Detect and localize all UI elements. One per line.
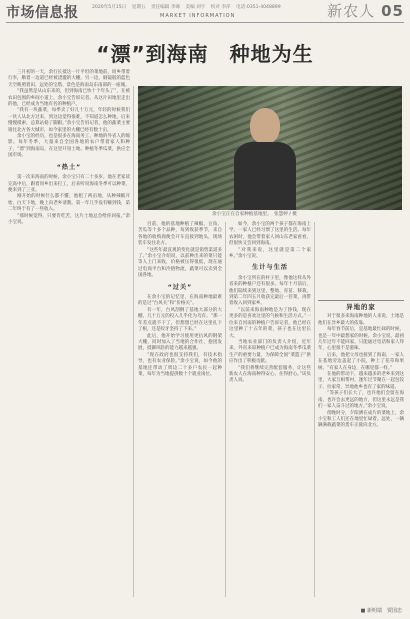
paragraph: 此后，他开始学习使用更抗风的钢架大棚，同时加入了当地的合作社，抱团发展，抵御风险的能力越来越强。	[138, 333, 222, 352]
editor: 责任编辑 李骞	[150, 5, 181, 10]
newspaper-logo: 市场信息报	[6, 5, 79, 21]
photo-person-head	[250, 108, 280, 144]
paragraph: 在他的带动下，越来越多的老乡来到这里，大家互相帮衬，逢年过节聚在一起包饺子、拉家常，异地他乡也有了家的味道。	[318, 372, 404, 390]
masthead-subtitle: MARKET INFORMATION	[160, 13, 236, 19]
issue-weekday: 星期五	[131, 5, 146, 10]
phone: 电话:0351-4048899	[236, 5, 281, 10]
paragraph: “以前来海南种地是为了挣钱，现在更多的是喜欢这里的气候和生活方式。”一位来自河南的种植户告诉记者，他已经在这里种了十五年的菜，孩子也在这里长大。	[229, 307, 311, 339]
paragraph: 对于很多来海南种地的人来说，土地是他们在异乡最大的依靠。	[318, 314, 404, 326]
column-4	[318, 304, 404, 430]
paragraph: “我有一块蔬菜，每季卖了好几十万元，年轻的时候我们一伙人从北方过来，到这边觉得很难，不知道怎么种地，后来慢慢摸索，总算站稳了脚跟。”余小宝告诉记者，他的蔬菜主要销往北方各大城市，如今家里的大棚已经有数十亩。	[8, 108, 130, 133]
column-divider	[133, 86, 134, 597]
issue-meta	[92, 4, 285, 10]
paragraph: “对我来说，这里就是第二个家乡。”余小宝说。	[229, 247, 311, 260]
subheading-1: “热土”	[56, 163, 82, 171]
issue-date: 2020年5月15日	[92, 5, 127, 10]
paragraph: “等孩子们长大了，也许他们会留在海南，也许会去更远的地方，但这里永远是我们一家人奋斗过的地方。”余小宝说。	[318, 391, 404, 410]
paragraph: 每年春节前后，是基地最忙碌的时候，也是一年中最想家的时候。余小宝说，最初几年过年不能回家，只能通过电话和家人拜年，心里很不是滋味。	[318, 327, 404, 352]
column-3	[229, 222, 311, 385]
column-divider	[314, 222, 315, 597]
photo-caption: 余小宝正在自家种植基地里。 张慧婷 / 摄	[212, 212, 297, 217]
paragraph: 余小宝的经历，也是很多在海南务工、种地的外省人的缩影。每年冬季，大量来自全国各地的农户带着家人和种子，“漂”到海南岛，在这里开垦土地、种植冬季瓜菜，供应全国市场。	[8, 134, 130, 159]
paragraph: 如今，余小宝的两个孩子都在海南上学，一家人已经习惯了这里的生活。每年农闲时，他会带着家人回山东老家看看，但很快又会回到海南。	[229, 222, 311, 247]
paragraph: “这些年最直观的变化就是销售渠道多了。”余小宝介绍说，以前种出来的菜只能等人上门来收，价格被压得很低，现在通过电商平台和冷链物流，蔬菜可以卖到全国各地。	[138, 247, 222, 279]
paragraph: “我们将继续完善配套服务，让这些新农人在海南种得安心、住得舒心。”该负责人说。	[229, 365, 311, 384]
designer: 美编 刘宇	[185, 5, 206, 10]
column-divider	[225, 222, 226, 597]
paragraph: 有一年，台风刮倒了基地大部分的大棚，几十万元的投入几乎化为乌有。“那一年差点就不干了，但想想已经在这里扎下了根，还是咬牙坚持了下来。”	[138, 307, 222, 333]
paragraph: 第一次来海南的时候，余小宝只有二十多岁。他在老家读完高中后，跟着同乡出来打工，后来听说海南冬季可以种菜，便来到了三亚。	[8, 175, 130, 193]
paragraph: 在余小宝的记忆里，在海南种地最难的是过“台风关”和“价格关”。	[138, 295, 222, 307]
paragraph: “那时候觉得，只要肯吃苦，这片土地总会给你回报。”余小宝说。	[8, 213, 130, 225]
sidebar-rule	[318, 300, 404, 302]
byline-footer: ■ 新明瑞 贾国忠	[360, 608, 402, 614]
paragraph: 三月初的一天，余行长抵达一片平坦的菜地前，同乡带着行李，顺着一边道已经被浇灌的大棚，另一边，铜镜般的蓝色天空映照着田，远处的宝塔、景色是海南岛东南部的一座城。	[8, 70, 130, 88]
headline: “漂”到海南 种地为生	[96, 42, 314, 66]
subheading-3: 生计与生活	[252, 264, 288, 272]
paragraph: 刚开始的时候什么都不懂，他租了两亩地，从种辣椒开始，白天下地，晚上向老乡请教。第一年几乎没有赚到钱，第二年终于有了一些收入。	[8, 194, 130, 213]
paragraph: “我虽然是从山东来的，但到海南已快十个年头了”，在被农田包围的乡间小道上，余小宝告诉记者。从这片田地里走出的他，已经成为当地有名的种植户。	[8, 89, 130, 108]
paragraph: 目前，他的基地种植了辣椒、豆角、苦瓜等十多个品种，每到收获季节，来自各地的收购商便会开车直接到地头，现场装车发往北方。	[138, 222, 222, 247]
masthead-rule	[6, 22, 404, 23]
page-number: 05	[381, 2, 404, 20]
column-1	[8, 70, 130, 226]
paragraph: 傍晚时分，夕阳洒在成片的菜地上，余小宝和工人们还在地里忙碌着。远处，一辆辆满载蔬菜的货车正驶向北方。	[318, 410, 404, 429]
column-2	[138, 222, 222, 378]
paragraph: 余小宝所在的村子里，像他这样从外省来的种植户还有很多。每年十月前后，他们陆续来到这里，整地、育苗、移栽，到第二年四五月收获完最后一茬菜，再带着收入回到家乡。	[229, 275, 311, 307]
paragraph: “现在政府也很支持我们，有技术指导，也有农业保险。”余小宝说，如今他的基地还带动了周边二十多户农民一起种菜，每年为当地提供数十个就业岗位。	[138, 352, 222, 377]
photo-person-body	[234, 142, 296, 210]
section-name	[327, 0, 404, 21]
article-photo	[138, 86, 402, 210]
paragraph: 当地农业部门的负责人介绍，近年来，外省来琼种植户已成为海南冬季瓜菜生产的重要力量，为保障全国“菜篮子”供应作出了积极贡献。	[229, 339, 311, 365]
paragraph: 后来，他把父母也接到了海南，一家人在基地旁边盖起了小院，种上了花草和果树。“有家人在身边，在哪里都一样。”	[318, 352, 404, 371]
section-label: 新农人	[327, 2, 376, 20]
proofreader: 校对 李萍	[210, 5, 231, 10]
masthead	[0, 0, 410, 24]
sidebar-title: 异地的家	[346, 303, 376, 311]
subheading-2: “过关”	[167, 283, 193, 291]
